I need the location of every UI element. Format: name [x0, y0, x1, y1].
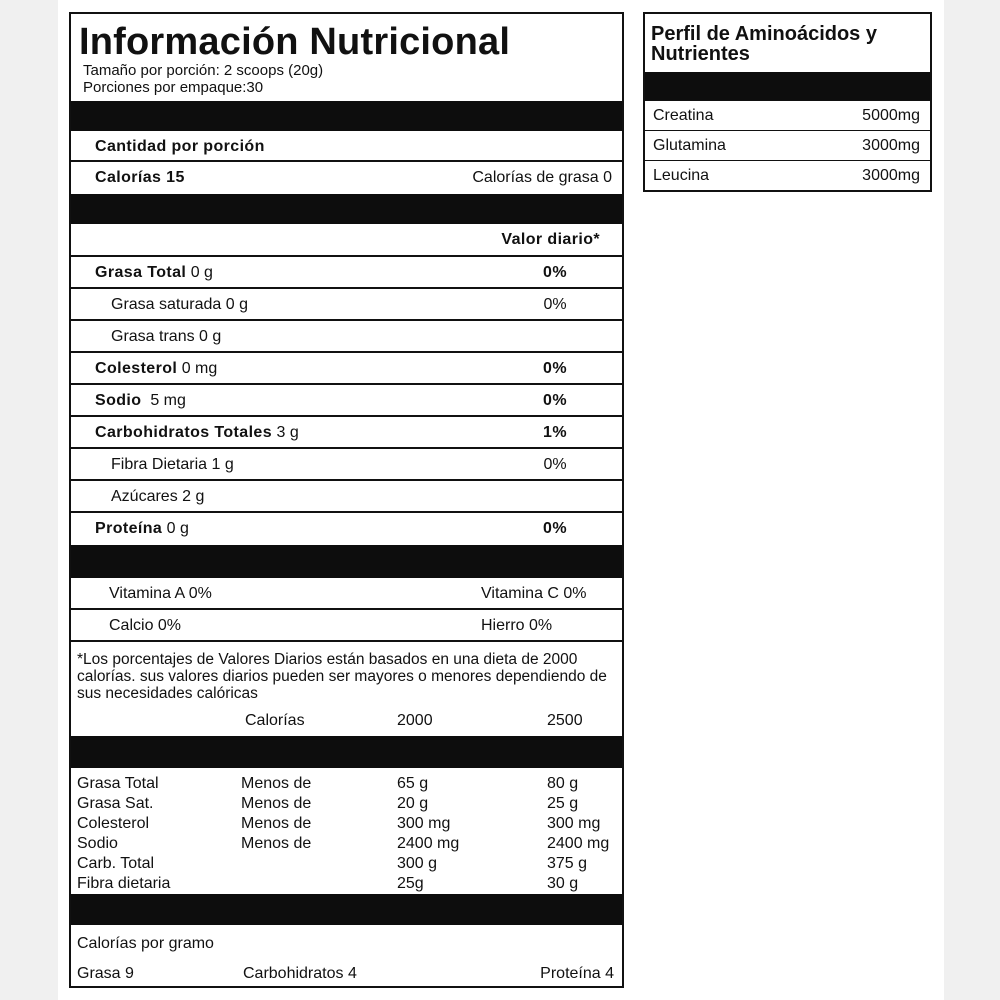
- dv-value-2000: 65 g: [397, 775, 429, 792]
- vitamin-a: Vitamina A 0%: [109, 585, 212, 602]
- nutrient-row: [71, 353, 622, 385]
- dv-row: [71, 774, 622, 794]
- daily-value-header-row: [71, 224, 622, 257]
- amino-list: [645, 100, 930, 190]
- dv-row: [71, 854, 622, 874]
- amino-name: Glutamina: [653, 137, 726, 154]
- amino-name: Creatina: [653, 107, 714, 124]
- iron: Hierro 0%: [481, 617, 553, 634]
- dv-nutrient: Colesterol: [77, 815, 150, 832]
- divider-bar: [71, 894, 622, 925]
- dv-col-2000: 2000: [397, 712, 433, 729]
- dv-value-2500: 25 g: [547, 795, 579, 812]
- calories-from-fat: Calorías de grasa 0: [472, 169, 612, 186]
- amino-amount: 3000mg: [862, 167, 920, 184]
- dv-value-2000: 20 g: [397, 795, 429, 812]
- dv-value-2500: 80 g: [547, 775, 579, 792]
- dv-nutrient: Fibra dietaria: [77, 875, 171, 892]
- nutrient-name: Grasa saturada 0 g: [111, 296, 248, 313]
- nutrient-name: Fibra Dietaria 1 g: [111, 456, 234, 473]
- nutrient-name: Grasa Total: [95, 264, 187, 281]
- nutrient-label: [111, 328, 221, 346]
- nutrient-name: Azúcares 2 g: [111, 488, 205, 505]
- nutrient-name: Grasa trans 0 g: [111, 328, 222, 345]
- dv-limit: Menos de: [241, 775, 312, 792]
- dv-value-2000: 25g: [397, 875, 424, 892]
- nutrient-amount: 0 mg: [177, 360, 218, 377]
- amino-row: [645, 160, 930, 190]
- dv-row: [71, 814, 622, 834]
- divider-bar: [71, 194, 622, 224]
- nutrient-row: [71, 385, 622, 417]
- nutrient-row: [71, 513, 622, 545]
- nutrient-daily-value: 1%: [543, 424, 567, 441]
- dv-value-2000: 300 g: [397, 855, 438, 872]
- daily-value-footnote: *Los porcentajes de Valores Diarios están basados en una dieta de 2000 calorías. sus valores diarios pueden ser mayores o menores dependiendo de sus necesidades calóricas: [77, 651, 607, 702]
- cpg-label: Calorías por gramo: [77, 935, 214, 952]
- nutrient-daily-value: 0%: [543, 456, 567, 473]
- dv-nutrient: Grasa Sat.: [77, 795, 154, 812]
- amino-name: Leucina: [653, 167, 710, 184]
- dv-value-2500: 2400 mg: [547, 835, 610, 852]
- divider-bar: [645, 72, 930, 100]
- dv-limit: Menos de: [241, 835, 312, 852]
- amino-acid-panel: [643, 12, 932, 192]
- dv-row: [71, 794, 622, 814]
- nutrient-daily-value: 0%: [543, 392, 567, 409]
- amino-title: Perfil de Aminoácidos y Nutrientes: [651, 23, 877, 65]
- dv-row: [71, 834, 622, 854]
- left-margin: [0, 0, 58, 1000]
- nutrition-title: Información Nutricional: [79, 21, 511, 63]
- nutrient-label: [95, 264, 213, 282]
- daily-value-header: Valor diario*: [501, 231, 600, 248]
- vitamin-row: [71, 578, 622, 610]
- nutrient-amount: 5 mg: [141, 392, 186, 409]
- divider-bar: [71, 736, 622, 768]
- cpg-carbs: Carbohidratos 4: [243, 965, 357, 982]
- nutrient-name: Proteína: [95, 520, 163, 537]
- nutrient-label: [95, 392, 186, 410]
- amount-per-serving-row: [71, 131, 622, 162]
- amino-amount: 3000mg: [862, 137, 920, 154]
- amino-amount: 5000mg: [862, 107, 920, 124]
- calories-per-gram: [71, 925, 622, 987]
- nutrient-label: [111, 456, 234, 474]
- amino-row: [645, 130, 930, 160]
- nutrient-row: [71, 417, 622, 449]
- divider-bar: [71, 545, 622, 578]
- nutrient-daily-value: 0%: [543, 264, 567, 281]
- nutrient-amount: 0 g: [162, 520, 189, 537]
- dv-value-2000: 300 mg: [397, 815, 451, 832]
- dv-value-2500: 300 mg: [547, 815, 601, 832]
- nutrient-label: [111, 296, 248, 314]
- dv-row: [71, 874, 622, 894]
- nutrient-name: Colesterol: [95, 360, 178, 377]
- nutrient-label: [111, 488, 204, 506]
- nutrient-list: [71, 257, 622, 545]
- nutrient-label: [95, 424, 299, 442]
- cpg-fat: Grasa 9: [77, 965, 134, 982]
- nutrient-label: [95, 520, 189, 538]
- nutrient-row: [71, 449, 622, 481]
- dv-col-2500: 2500: [547, 712, 583, 729]
- dv-limit: Menos de: [241, 815, 312, 832]
- servings-per-container: Porciones por empaque:30: [83, 79, 264, 96]
- nutrient-name: Sodio: [95, 392, 142, 409]
- nutrient-row: [71, 321, 622, 353]
- nutrition-facts-panel: [69, 12, 624, 988]
- calories-label: Calorías 15: [95, 169, 185, 186]
- nutrient-daily-value: 0%: [543, 520, 567, 537]
- right-margin: [944, 0, 1000, 1000]
- dv-value-2000: 2400 mg: [397, 835, 460, 852]
- dv-nutrient: Sodio: [77, 835, 118, 852]
- nutrient-daily-value: 0%: [543, 360, 567, 377]
- calcium: Calcio 0%: [109, 617, 182, 634]
- dv-nutrient: Grasa Total: [77, 775, 159, 792]
- nutrient-row: [71, 257, 622, 289]
- amount-per-serving-label: Cantidad por porción: [95, 138, 265, 155]
- nutrient-daily-value: 0%: [543, 296, 567, 313]
- nutrient-row: [71, 481, 622, 513]
- serving-size: Tamaño por porción: 2 scoops (20g): [83, 62, 324, 79]
- cpg-protein: Proteína 4: [540, 965, 614, 982]
- nutrient-row: [71, 289, 622, 321]
- nutrient-name: Carbohidratos Totales: [95, 424, 273, 441]
- dv-nutrient: Carb. Total: [77, 855, 155, 872]
- dv-value-2500: 375 g: [547, 855, 588, 872]
- dv-limit: Menos de: [241, 795, 312, 812]
- daily-value-table: [71, 768, 622, 894]
- calories-row: [71, 162, 622, 194]
- amino-row: [645, 100, 930, 130]
- divider-bar: [71, 101, 622, 131]
- nutrient-label: [95, 360, 217, 378]
- nutrient-amount: 3 g: [272, 424, 299, 441]
- dv-value-2500: 30 g: [547, 875, 579, 892]
- daily-value-calories-header: [71, 708, 622, 736]
- vitamin-c: Vitamina C 0%: [481, 585, 587, 602]
- nutrient-amount: 0 g: [186, 264, 213, 281]
- dv-calories-label: Calorías: [245, 712, 305, 729]
- mineral-row: [71, 610, 622, 642]
